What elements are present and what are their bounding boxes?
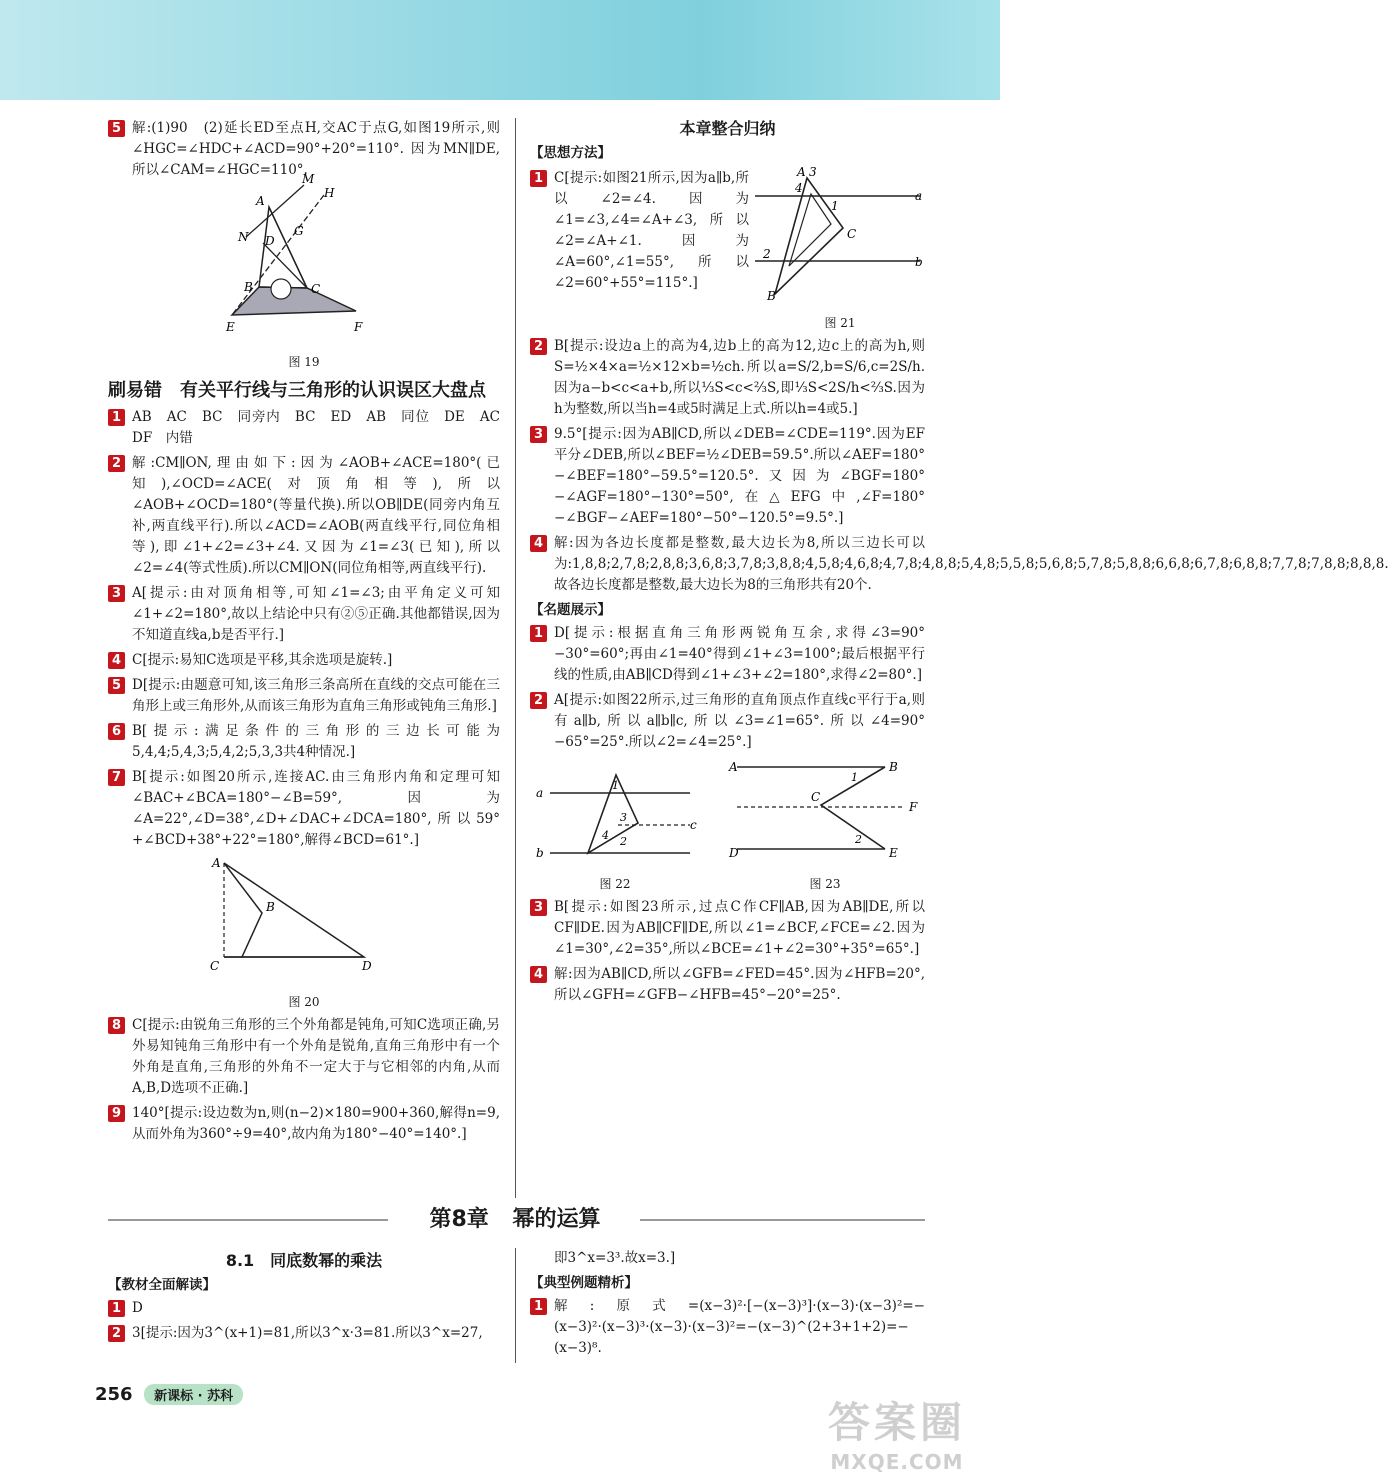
label-1: 1: [612, 779, 619, 792]
figure-22: [530, 757, 700, 895]
figure-23: [725, 757, 925, 895]
figure-caption: 图 20: [288, 995, 320, 1009]
figure-caption: 图 22: [599, 877, 631, 891]
chapter-rule-right: [640, 1219, 925, 1221]
item-number: 9: [108, 1105, 125, 1122]
label-2: 2: [763, 247, 771, 261]
item-number: 8: [108, 1017, 125, 1034]
item-number: 3: [530, 426, 547, 443]
item-text: D[提示:由题意可知,该三角形三条高所在直线的交点可能在三角形上或三角形外,从而该三角形为直角三角形或钝角三角形.]: [132, 677, 500, 714]
figure-21: [755, 166, 925, 334]
chapter-rule-left: [108, 1219, 388, 1221]
parallel-lines-diagram: [755, 166, 925, 306]
label-a: a: [915, 189, 923, 203]
triangle-diagram: [204, 172, 404, 345]
chapter-heading: [395, 1203, 635, 1237]
item-number: 3: [530, 899, 547, 916]
item-number: 2: [530, 338, 547, 355]
item-text: A[提示:由对顶角相等,可知∠1=∠3;由平角定义可知∠1+∠2=180°,故以上结论中只有②⑤正确.其他都错误,因为不知道直线a,b是否平行.]: [132, 585, 500, 643]
label-A: A: [212, 856, 221, 870]
label-C: C: [210, 959, 220, 973]
label-B: B: [767, 289, 776, 303]
figure-caption: 图 19: [288, 355, 320, 369]
label-4: 4: [795, 181, 803, 195]
figure-20: [108, 855, 500, 1013]
answer-item: [530, 168, 749, 294]
answer-item: [108, 767, 500, 851]
watermark-url: MXQE.COM: [830, 1450, 964, 1474]
item-text: 解:原式=(x−3)²·[−(x−3)³]·(x−3)·(x−3)²=−(x−3)²·(x−3)³·(x−3)·(x−3)²=−(x−3)^(2+3+1+2)=−(x−3)⁸.: [554, 1298, 925, 1356]
section-8-1-title: 8.1 同底数幂的乘法: [225, 1251, 383, 1270]
column-divider: [515, 118, 516, 1198]
item-text: B[提示:如图20所示,连接AC.由三角形内角和定理可知∠BAC+∠BCA=180°−∠B=59°,因为∠A=22°,∠D=38°,∠D+∠DAC+∠DCA=180°,所以59°+∠BCD+38°+22°=180°,解得∠BCD=61°.]: [132, 769, 500, 848]
series-badge: 新课标 · 苏科: [144, 1384, 243, 1405]
answer-item: [108, 1323, 500, 1344]
bottom-left-column: [108, 1248, 500, 1348]
item-text: D[提示:根据直角三角形两锐角互余,求得∠3=90°−30°=60°;再由∠1=40°得到∠1+∠3=100°;最后根据平行线的性质,由AB∥CD得到∠1+∠3+∠2=180°,求得∠2=80°.]: [554, 625, 925, 683]
item-text: 9.5°[提示:因为AB∥CD,所以∠DEB=∠CDE=119°.因为EF平分∠DEB,所以∠BEF=½∠DEB=59.5°.所以∠AEF=180°−∠BEF=180°−59.5°=120.5°.又因为∠BGF=180°−∠AGF=180°−130°=50°,在△EFG中,∠F=180°−∠BGF−∠AEF=180°−50°−120.5°=9.5°.]: [554, 426, 925, 526]
item-number: 1: [108, 1300, 125, 1317]
item-number: 5: [108, 677, 125, 694]
label-b: b: [536, 846, 544, 860]
item-text: AB AC BC 同旁内 BC ED AB 同位 DE AC DF 内错: [132, 409, 514, 446]
label-4: 4: [602, 829, 609, 842]
answer-item: [108, 721, 500, 763]
item-text: B[提示:如图23所示,过点C作CF∥AB,因为AB∥DE,所以CF∥DE.因为AB∥CF∥DE,所以∠1=∠BCF,∠FCE=∠2.因为∠1=30°,∠2=35°,所以∠BCE=∠1+∠2=30°+35°=65°.]: [554, 899, 925, 957]
quadrilateral-diagram: [204, 855, 404, 985]
answer-item: [108, 453, 500, 579]
left-column: [108, 116, 514, 1149]
label-c: c: [690, 818, 697, 832]
answer-item: [108, 118, 500, 181]
column-divider-bottom: [515, 1248, 516, 1363]
label-N: N: [238, 230, 249, 244]
label-F: F: [354, 320, 363, 334]
item-number: 2: [108, 455, 125, 472]
item-text: 解:因为各边长度都是整数,最大边长为8,所以三边长可以为:1,8,8;2,7,8;2,8,8;3,6,8;3,7,8;3,8,8;4,5,8;4,6,8;4,7,8;4,8,8;5,4,8;5,5,8;5,6,8;5,7,8;5,8,8;6,6,8;6,7,8;6,8,8;7,7,8;7,8,8;8,8,8.故各边长度都是整数,最大边长为8的三角形共有20个.: [554, 535, 1389, 593]
item-number: 2: [108, 1325, 125, 1342]
label-C: C: [811, 790, 821, 804]
label-H: H: [324, 186, 335, 200]
item-text: 3[提示:因为3^(x+1)=81,所以3^x·3=81.所以3^x=27,: [132, 1325, 483, 1341]
item-text: 解:CM∥ON,理由如下:因为∠AOB+∠ACE=180°(已知),∠OCD=∠ACE(对顶角相等),所以∠AOB+∠OCD=180°(等量代换).所以OB∥DE(同旁内角互补,两直线平行).所以∠ACD=∠AOB(两直线平行,同位角相等),即∠1+∠2=∠3+∠4.又因为∠1=∠3(已知),所以∠2=∠4(等式性质).所以CM∥ON(同位角相等,两直线平行).: [132, 455, 500, 576]
answer-item: [530, 897, 925, 960]
label-B: B: [266, 900, 275, 914]
item-text: 解:因为AB∥CD,所以∠GFB=∠FED=45°.因为∠HFB=20°,所以∠GFH=∠GFB−∠HFB=45°−20°=25°.: [554, 966, 925, 1003]
answer-item: [108, 1298, 500, 1319]
zigzag-parallel-diagram: [725, 757, 925, 867]
watermark-logo: [812, 1390, 982, 1474]
label-F: F: [909, 800, 918, 814]
continued-text: 即3^x=3³.故x=3.]: [554, 1250, 676, 1266]
item-number: 1: [108, 409, 125, 426]
label-D: D: [265, 234, 275, 248]
item-number: 3: [108, 585, 125, 602]
item-text: A[提示:如图22所示,过三角形的直角顶点作直线c平行于a,则有a∥b,所以a∥b∥c,所以∠3=∠1=65°.所以∠4=90°−65°=25°.所以∠2=∠4=25°.]: [554, 692, 925, 750]
answer-item: [530, 690, 925, 753]
label-3: 3: [620, 811, 627, 824]
item-text: 解:(1)90 (2)延长ED至点H,交AC于点G,如图19所示,则∠HGC=∠HDC+∠ACD=90°+20°=110°. 因为MN∥DE,所以∠CAM=∠HGC=110°.: [132, 120, 500, 178]
item-number: 4: [530, 535, 547, 552]
chapter-number: 第8章: [429, 1207, 489, 1232]
right-triangle-parallel-diagram: [530, 757, 700, 867]
item-text: C[提示:易知C选项是平移,其余选项是旋转.]: [132, 652, 393, 668]
answer-item: [108, 650, 500, 671]
item-text: 140°[提示:设边数为n,则(n−2)×180=900+360,解得n=9,从而外角为360°÷9=40°,故内角为180°−40°=140°.]: [132, 1105, 500, 1142]
answer-item: [530, 424, 925, 529]
label-2: 2: [620, 835, 627, 848]
label-E: E: [889, 846, 898, 860]
item-number: 1: [530, 625, 547, 642]
item-number: 5: [108, 120, 125, 137]
bottom-right-column: [530, 1248, 925, 1363]
page-number: 256: [95, 1384, 133, 1405]
label-A: A: [256, 194, 265, 208]
label-E: E: [226, 320, 235, 334]
answer-item: [530, 623, 925, 686]
label-D: D: [729, 846, 739, 860]
label-B: B: [244, 280, 253, 294]
label-3: 3: [809, 165, 817, 179]
label-1: 1: [851, 771, 858, 784]
item-number: 7: [108, 769, 125, 786]
answer-item: [530, 964, 925, 1006]
answer-item: [108, 583, 500, 646]
label-A: A: [729, 760, 738, 774]
subsection-heading: 【思想方法】: [530, 145, 611, 161]
chapter-name: 幂的运算: [512, 1207, 601, 1232]
answer-item: [108, 1103, 500, 1145]
item-number: 6: [108, 723, 125, 740]
answer-item: [530, 336, 925, 420]
label-C: C: [311, 282, 321, 296]
label-2: 2: [855, 833, 862, 846]
item-number: 1: [530, 1298, 547, 1315]
label-C: C: [847, 227, 857, 241]
subsection-heading: 【典型例题精析】: [530, 1275, 638, 1291]
item-number: 2: [530, 692, 547, 709]
label-B: B: [889, 760, 898, 774]
item-text: D: [132, 1300, 143, 1316]
item-text: C[提示:如图21所示,因为a∥b,所以∠2=∠4.因为∠1=∠3,∠4=∠A+∠3,所以∠2=∠A+∠1.因为∠A=60°,∠1=55°,所以∠2=60°+55°=115°.]: [554, 170, 749, 291]
label-a: a: [536, 786, 544, 800]
answer-item: [108, 675, 500, 717]
page-footer: [95, 1384, 243, 1408]
label-b: b: [915, 255, 923, 269]
answer-item: [530, 533, 1389, 596]
answer-item: [530, 1296, 925, 1359]
label-1: 1: [831, 199, 839, 213]
item-number: 1: [530, 170, 547, 187]
item-text: B[提示:满足条件的三角形的三边长可能为5,4,4;5,4,3;5,4,2;5,3,3共4种情况.]: [132, 723, 500, 760]
watermark-text: 答案圈: [827, 1398, 966, 1447]
right-column: [530, 116, 1389, 1010]
answer-item: [108, 407, 514, 449]
answer-item: [108, 1015, 500, 1099]
chapter-summary-title: 本章整合归纳: [679, 119, 776, 138]
figure-caption: 图 21: [824, 316, 856, 330]
item-number: 4: [530, 966, 547, 983]
label-G: G: [294, 224, 304, 238]
label-M: M: [302, 172, 315, 186]
figure-19: [108, 172, 500, 373]
item-text: B[提示:设边a上的高为4,边b上的高为12,边c上的高为h,则S=½×4×a=½×12×b=½ch.所以a=S/2,b=S/6,c=2S/h.因为a−b<c<a+b,所以⅓S<c<⅔S,即⅓S<2S/h<⅔S.因为h为整数,所以当h=4或5时满足上式.所以h=4或5.]: [554, 338, 925, 417]
top-decorative-band: [0, 0, 1000, 100]
label-D: D: [362, 959, 372, 973]
section-title: 刷易错 有关平行线与三角形的认识误区大盘点: [108, 380, 486, 401]
item-number: 4: [108, 652, 125, 669]
item-text: C[提示:由锐角三角形的三个外角都是钝角,可知C选项正确,另外易知钝角三角形中有一个外角是锐角,直角三角形中有一个外角是直角,三角形的外角不一定大于与它相邻的内角,从而A,B,D选项不正确.]: [132, 1017, 500, 1096]
subsection-heading: 【名题展示】: [530, 602, 611, 618]
subsection-heading: 【教材全面解读】: [108, 1277, 216, 1293]
label-A: A: [797, 165, 806, 179]
figure-caption: 图 23: [809, 877, 841, 891]
